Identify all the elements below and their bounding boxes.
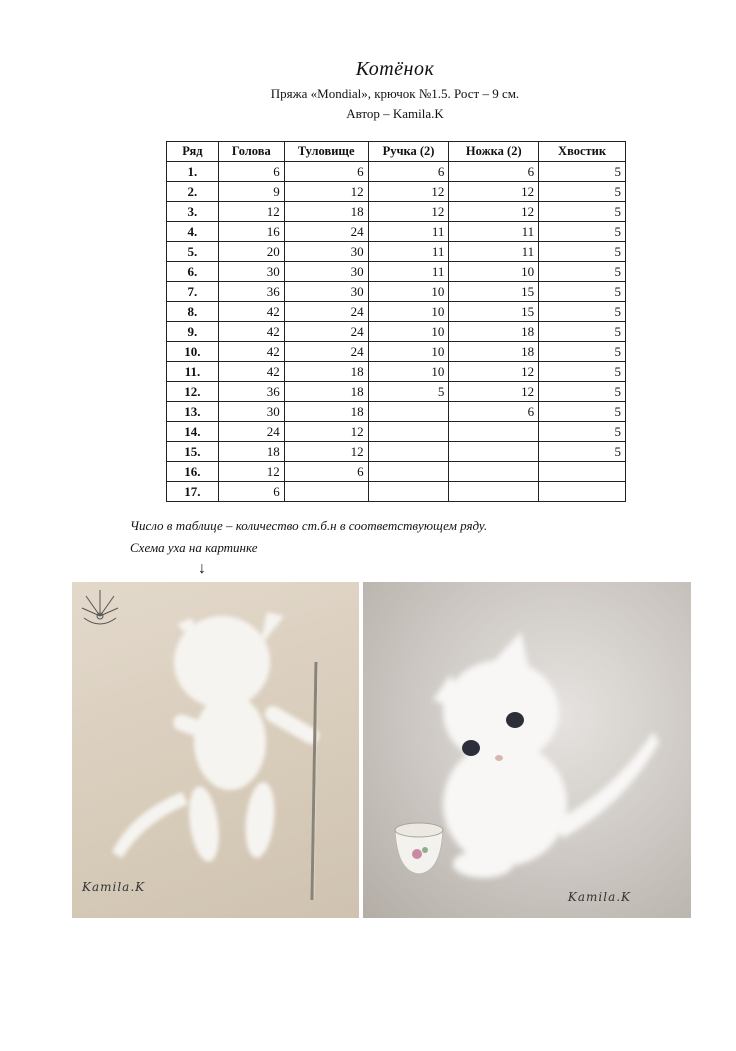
stitch-count-cell: 12 xyxy=(218,462,284,482)
column-header: Хвостик xyxy=(539,142,626,162)
stitch-count-cell: 24 xyxy=(218,422,284,442)
stitch-count-cell xyxy=(449,462,539,482)
table-row xyxy=(167,282,626,302)
row-number-cell: 3. xyxy=(167,202,219,222)
stitch-count-cell: 5 xyxy=(539,262,626,282)
stitch-count-cell: 10 xyxy=(368,322,449,342)
stitch-count-cell: 12 xyxy=(284,182,368,202)
row-number-cell: 9. xyxy=(167,322,219,342)
stitch-count-cell: 12 xyxy=(449,202,539,222)
stitch-count-cell xyxy=(368,462,449,482)
stitch-count-cell: 10 xyxy=(368,342,449,362)
table-row xyxy=(167,382,626,402)
stitch-count-cell: 5 xyxy=(368,382,449,402)
stitch-count-cell: 42 xyxy=(218,342,284,362)
column-header: Туловище xyxy=(284,142,368,162)
note-ear-scheme: Схема уха на картинке xyxy=(130,540,258,555)
stitch-count-cell: 5 xyxy=(539,302,626,322)
stitch-count-cell: 12 xyxy=(368,182,449,202)
stitch-count-cell: 30 xyxy=(284,262,368,282)
stitch-count-cell: 10 xyxy=(449,262,539,282)
table-row xyxy=(167,322,626,342)
page-title: Котёнок xyxy=(355,58,435,80)
stitch-count-cell: 42 xyxy=(218,362,284,382)
stitch-count-cell: 30 xyxy=(218,262,284,282)
stitch-count-cell: 15 xyxy=(449,282,539,302)
stitch-count-cell: 6 xyxy=(368,162,449,182)
stitch-count-cell: 18 xyxy=(449,322,539,342)
stitch-count-cell: 18 xyxy=(449,342,539,362)
stitch-count-cell: 12 xyxy=(449,182,539,202)
stitch-count-cell: 5 xyxy=(539,322,626,342)
stitch-count-cell: 12 xyxy=(368,202,449,222)
stitch-count-cell xyxy=(284,482,368,502)
stitch-count-cell: 18 xyxy=(284,202,368,222)
table-row xyxy=(167,422,626,442)
stitch-count-cell: 36 xyxy=(218,382,284,402)
table-row xyxy=(167,202,626,222)
author-line: Автор – Kamila.K xyxy=(346,106,444,121)
stitch-count-cell: 11 xyxy=(368,242,449,262)
row-number-cell: 16. xyxy=(167,462,219,482)
row-number-cell: 13. xyxy=(167,402,219,422)
column-header: Ножка (2) xyxy=(449,142,539,162)
stitch-count-cell: 6 xyxy=(218,162,284,182)
stitch-count-cell: 5 xyxy=(539,402,626,422)
row-number-cell: 1. xyxy=(167,162,219,182)
stitch-count-cell: 42 xyxy=(218,302,284,322)
table-row xyxy=(167,182,626,202)
row-number-cell: 12. xyxy=(167,382,219,402)
table-body xyxy=(167,162,626,502)
stitch-count-cell xyxy=(449,442,539,462)
yarn-info: Пряжа «Mondial», крючок №1.5. Рост – 9 см. xyxy=(270,86,520,101)
table-row xyxy=(167,362,626,382)
stitch-count-cell: 36 xyxy=(218,282,284,302)
stitch-count-cell xyxy=(368,482,449,502)
stitch-count-cell xyxy=(368,402,449,422)
row-number-cell: 2. xyxy=(167,182,219,202)
stitch-count-cell: 18 xyxy=(218,442,284,462)
pattern-table xyxy=(166,141,626,502)
table-row xyxy=(167,402,626,422)
stitch-count-cell: 9 xyxy=(218,182,284,202)
row-number-cell: 6. xyxy=(167,262,219,282)
stitch-count-cell: 6 xyxy=(284,162,368,182)
stitch-count-cell: 5 xyxy=(539,422,626,442)
stitch-count-cell: 10 xyxy=(368,362,449,382)
table-row xyxy=(167,242,626,262)
table-row xyxy=(167,462,626,482)
stitch-count-cell xyxy=(539,482,626,502)
stitch-count-cell: 12 xyxy=(218,202,284,222)
column-header: Ряд xyxy=(167,142,219,162)
stitch-count-cell: 6 xyxy=(449,402,539,422)
stitch-count-cell: 10 xyxy=(368,302,449,322)
photo-signature: Kamila.K xyxy=(567,890,631,904)
stitch-count-cell: 5 xyxy=(539,342,626,362)
stitch-count-cell: 6 xyxy=(218,482,284,502)
stitch-count-cell: 20 xyxy=(218,242,284,262)
table-row xyxy=(167,442,626,462)
photo-signature: Kamila.K xyxy=(82,880,146,894)
stitch-count-cell: 24 xyxy=(284,302,368,322)
stitch-count-cell xyxy=(539,462,626,482)
stitch-count-cell: 30 xyxy=(218,402,284,422)
stitch-count-cell: 5 xyxy=(539,182,626,202)
row-number-cell: 15. xyxy=(167,442,219,462)
stitch-count-cell: 12 xyxy=(449,362,539,382)
stitch-count-cell: 5 xyxy=(539,162,626,182)
stitch-count-cell: 5 xyxy=(539,222,626,242)
down-arrow-icon: ↓ xyxy=(198,560,206,577)
stitch-count-cell xyxy=(449,482,539,502)
table-row xyxy=(167,222,626,242)
stitch-count-cell: 12 xyxy=(284,442,368,462)
stitch-count-cell: 15 xyxy=(449,302,539,322)
column-header: Голова xyxy=(218,142,284,162)
stitch-count-cell: 11 xyxy=(368,222,449,242)
photo-finished-kitten xyxy=(363,582,691,918)
row-number-cell: 8. xyxy=(167,302,219,322)
row-number-cell: 7. xyxy=(167,282,219,302)
stitch-count-cell xyxy=(368,422,449,442)
stitch-count-cell: 12 xyxy=(449,382,539,402)
stitch-count-cell xyxy=(368,442,449,462)
stitch-count-cell: 10 xyxy=(368,282,449,302)
kitten-illustration xyxy=(363,582,691,918)
stitch-count-cell: 16 xyxy=(218,222,284,242)
stitch-count-cell: 5 xyxy=(539,362,626,382)
stitch-count-cell: 18 xyxy=(284,382,368,402)
stitch-count-cell: 24 xyxy=(284,322,368,342)
kitten-parts-illustration xyxy=(72,582,359,918)
stitch-count-cell: 42 xyxy=(218,322,284,342)
stitch-count-cell: 5 xyxy=(539,282,626,302)
stitch-count-cell: 24 xyxy=(284,342,368,362)
stitch-count-cell: 5 xyxy=(539,242,626,262)
row-number-cell: 11. xyxy=(167,362,219,382)
stitch-count-cell: 18 xyxy=(284,402,368,422)
row-number-cell: 17. xyxy=(167,482,219,502)
table-row xyxy=(167,342,626,362)
note-stitch-count: Число в таблице – количество ст.б.н в соответствующем ряду. xyxy=(130,518,488,533)
photo-unassembled-parts xyxy=(72,582,359,918)
stitch-count-cell: 30 xyxy=(284,242,368,262)
stitch-count-cell xyxy=(449,422,539,442)
stitch-count-cell: 11 xyxy=(449,222,539,242)
column-header: Ручка (2) xyxy=(368,142,449,162)
stitch-count-cell: 5 xyxy=(539,442,626,462)
table-row xyxy=(167,482,626,502)
row-number-cell: 5. xyxy=(167,242,219,262)
stitch-count-cell: 6 xyxy=(284,462,368,482)
stitch-count-cell: 24 xyxy=(284,222,368,242)
stitch-count-cell: 5 xyxy=(539,202,626,222)
table-row xyxy=(167,302,626,322)
stitch-count-cell: 11 xyxy=(449,242,539,262)
stitch-count-cell: 5 xyxy=(539,382,626,402)
row-number-cell: 4. xyxy=(167,222,219,242)
stitch-count-cell: 6 xyxy=(449,162,539,182)
row-number-cell: 10. xyxy=(167,342,219,362)
stitch-count-cell: 12 xyxy=(284,422,368,442)
table-header-row xyxy=(167,142,626,162)
stitch-count-cell: 11 xyxy=(368,262,449,282)
table-row xyxy=(167,162,626,182)
stitch-count-cell: 18 xyxy=(284,362,368,382)
table-row xyxy=(167,262,626,282)
stitch-count-cell: 30 xyxy=(284,282,368,302)
row-number-cell: 14. xyxy=(167,422,219,442)
